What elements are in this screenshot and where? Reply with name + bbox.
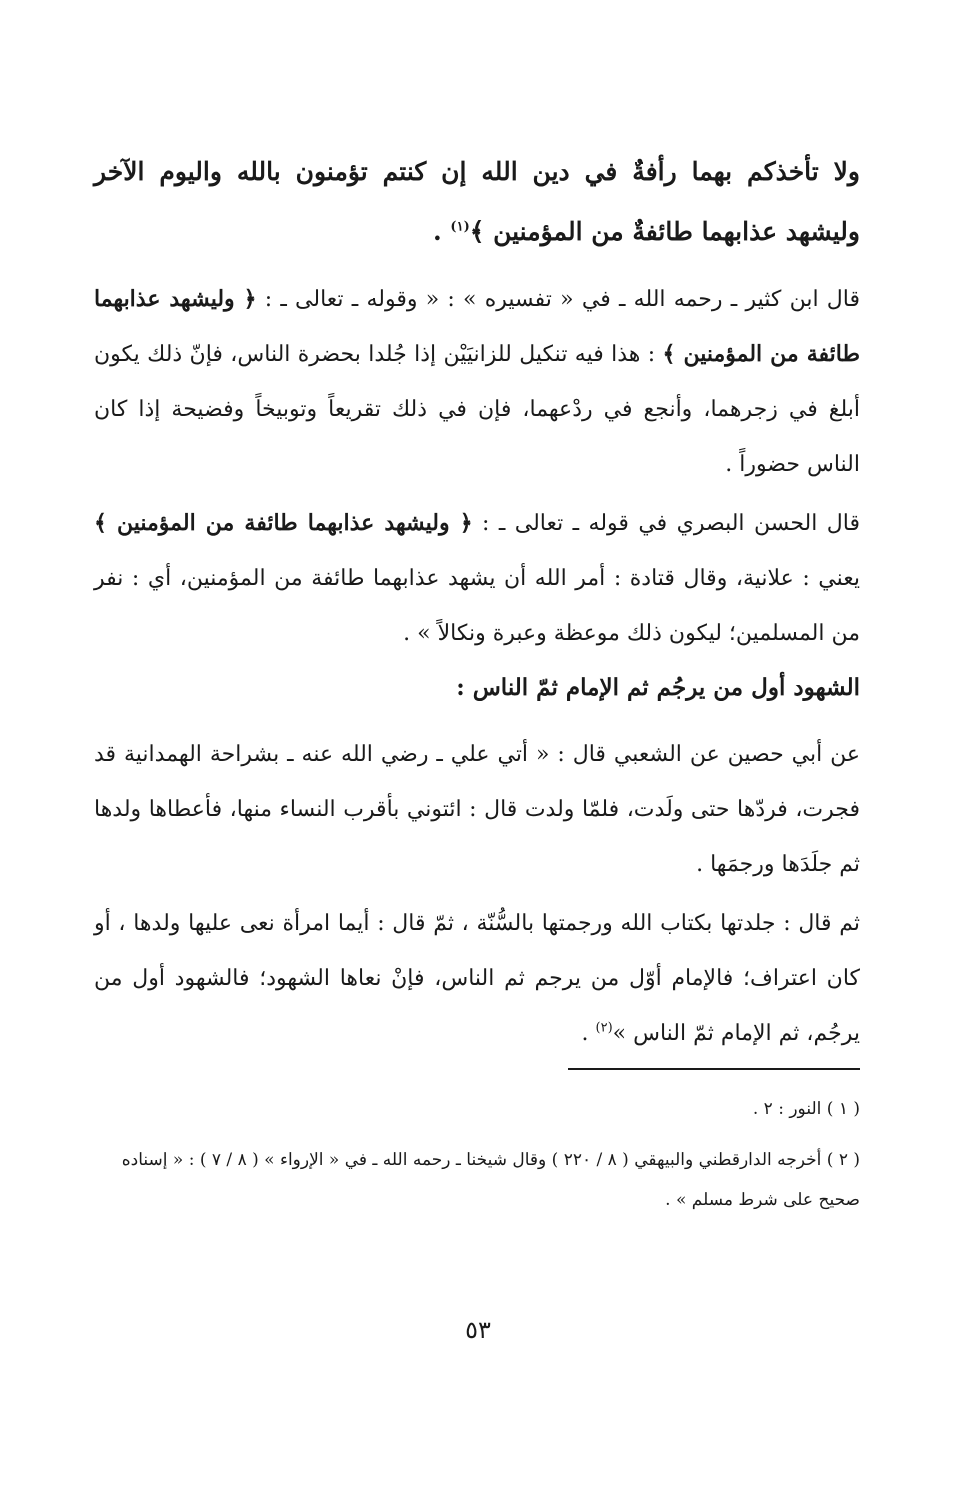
footnote-ref-1[interactable]: (١) (450, 219, 470, 235)
paragraph-end: . (581, 1021, 596, 1046)
footnote-1: ( ١ ) النور : ٢ . (752, 1099, 860, 1119)
paragraph-judgment (94, 896, 860, 1061)
section-heading: الشهود أول من يرجُم ثم الإمام ثمّ الناس : (456, 674, 860, 701)
page-number: ٥٣ (465, 1316, 491, 1344)
quoted-verse: ﴿ وليشهد عذابهما طائفة من المؤمنين ﴾ (94, 286, 861, 367)
footnote-separator (568, 1068, 860, 1070)
footnote-2: ( ٢ ) أخرجه الدارقطني والبيهقي ( ٨ / ٢٢٠ ) وقال شيخنا ـ رحمه الله ـ في « الإرواء » ( ٨ / ٧ ) : « إسناده صحيح على شرط مسلم » . (121, 1150, 860, 1210)
paragraph-text: قال ابن كثير ـ رحمه الله ـ في « تفسيره » : « وقوله ـ تعالى ـ : (256, 287, 861, 312)
paragraph-ibn-kathir (94, 272, 860, 492)
verse-text: ولا تأخذكم بهما رأفةٌ في دين الله إن كنتم تؤمنون بالله واليوم الآخر وليشهد عذابهما طائفةٌ من المؤمنين ﴾ (94, 157, 860, 246)
paragraph-text: : هذا فيه تنكيل للزانيَيْن إذا جُلدا بحضرة الناس، فإنّ ذلك يكون أبلغ في زجرهما، وأنجع في ردْعهما، فإن في ذلك تقريعاً وتوبيخاً وفضيحة إذا كان الناس حضوراً . (94, 342, 860, 477)
paragraph-text: قال الحسن البصري في قوله ـ تعالى ـ : (472, 511, 860, 536)
paragraph-shabi: عن أبي حصين عن الشعبي قال : « أتي علي ـ رضي الله عنه ـ بشراحة الهمدانية قد فجرت، فردّها حتى ولَدت، فلمّا ولدت قال : ائتوني بأقرب النساء منها، فأعطاها ولدها ثم جلَدَها ورجمَها . (94, 742, 860, 877)
quran-verse (94, 142, 860, 262)
verse-end: . (433, 217, 451, 246)
paragraph-text: يعني : علانية، وقال قتادة : أمر الله أن يشهد عذابهما طائفة من المؤمنين، أي : نفر من المسلمين؛ ليكون ذلك موعظة وعبرة ونكالاً » . (94, 566, 860, 646)
footnote-ref-2[interactable]: (٢) (595, 1020, 613, 1036)
paragraph-hasan-basri (94, 496, 860, 661)
paragraph-text: ثم قال : جلدتها بكتاب الله ورجمتها بالسُّنّة ، ثمّ قال : أيما امرأة نعى عليها ولدها ، أو كان اعتراف؛ فالإمام أوّل من يرجم ثم الناس، فإنْ نعاها الشهود؛ فالشهود أول من يرجُم، ثم الإمام ثمّ الناس » (94, 911, 861, 1046)
quoted-verse: ﴿ وليشهد عذابهما طائفة من المؤمنين ﴾ (94, 510, 473, 536)
